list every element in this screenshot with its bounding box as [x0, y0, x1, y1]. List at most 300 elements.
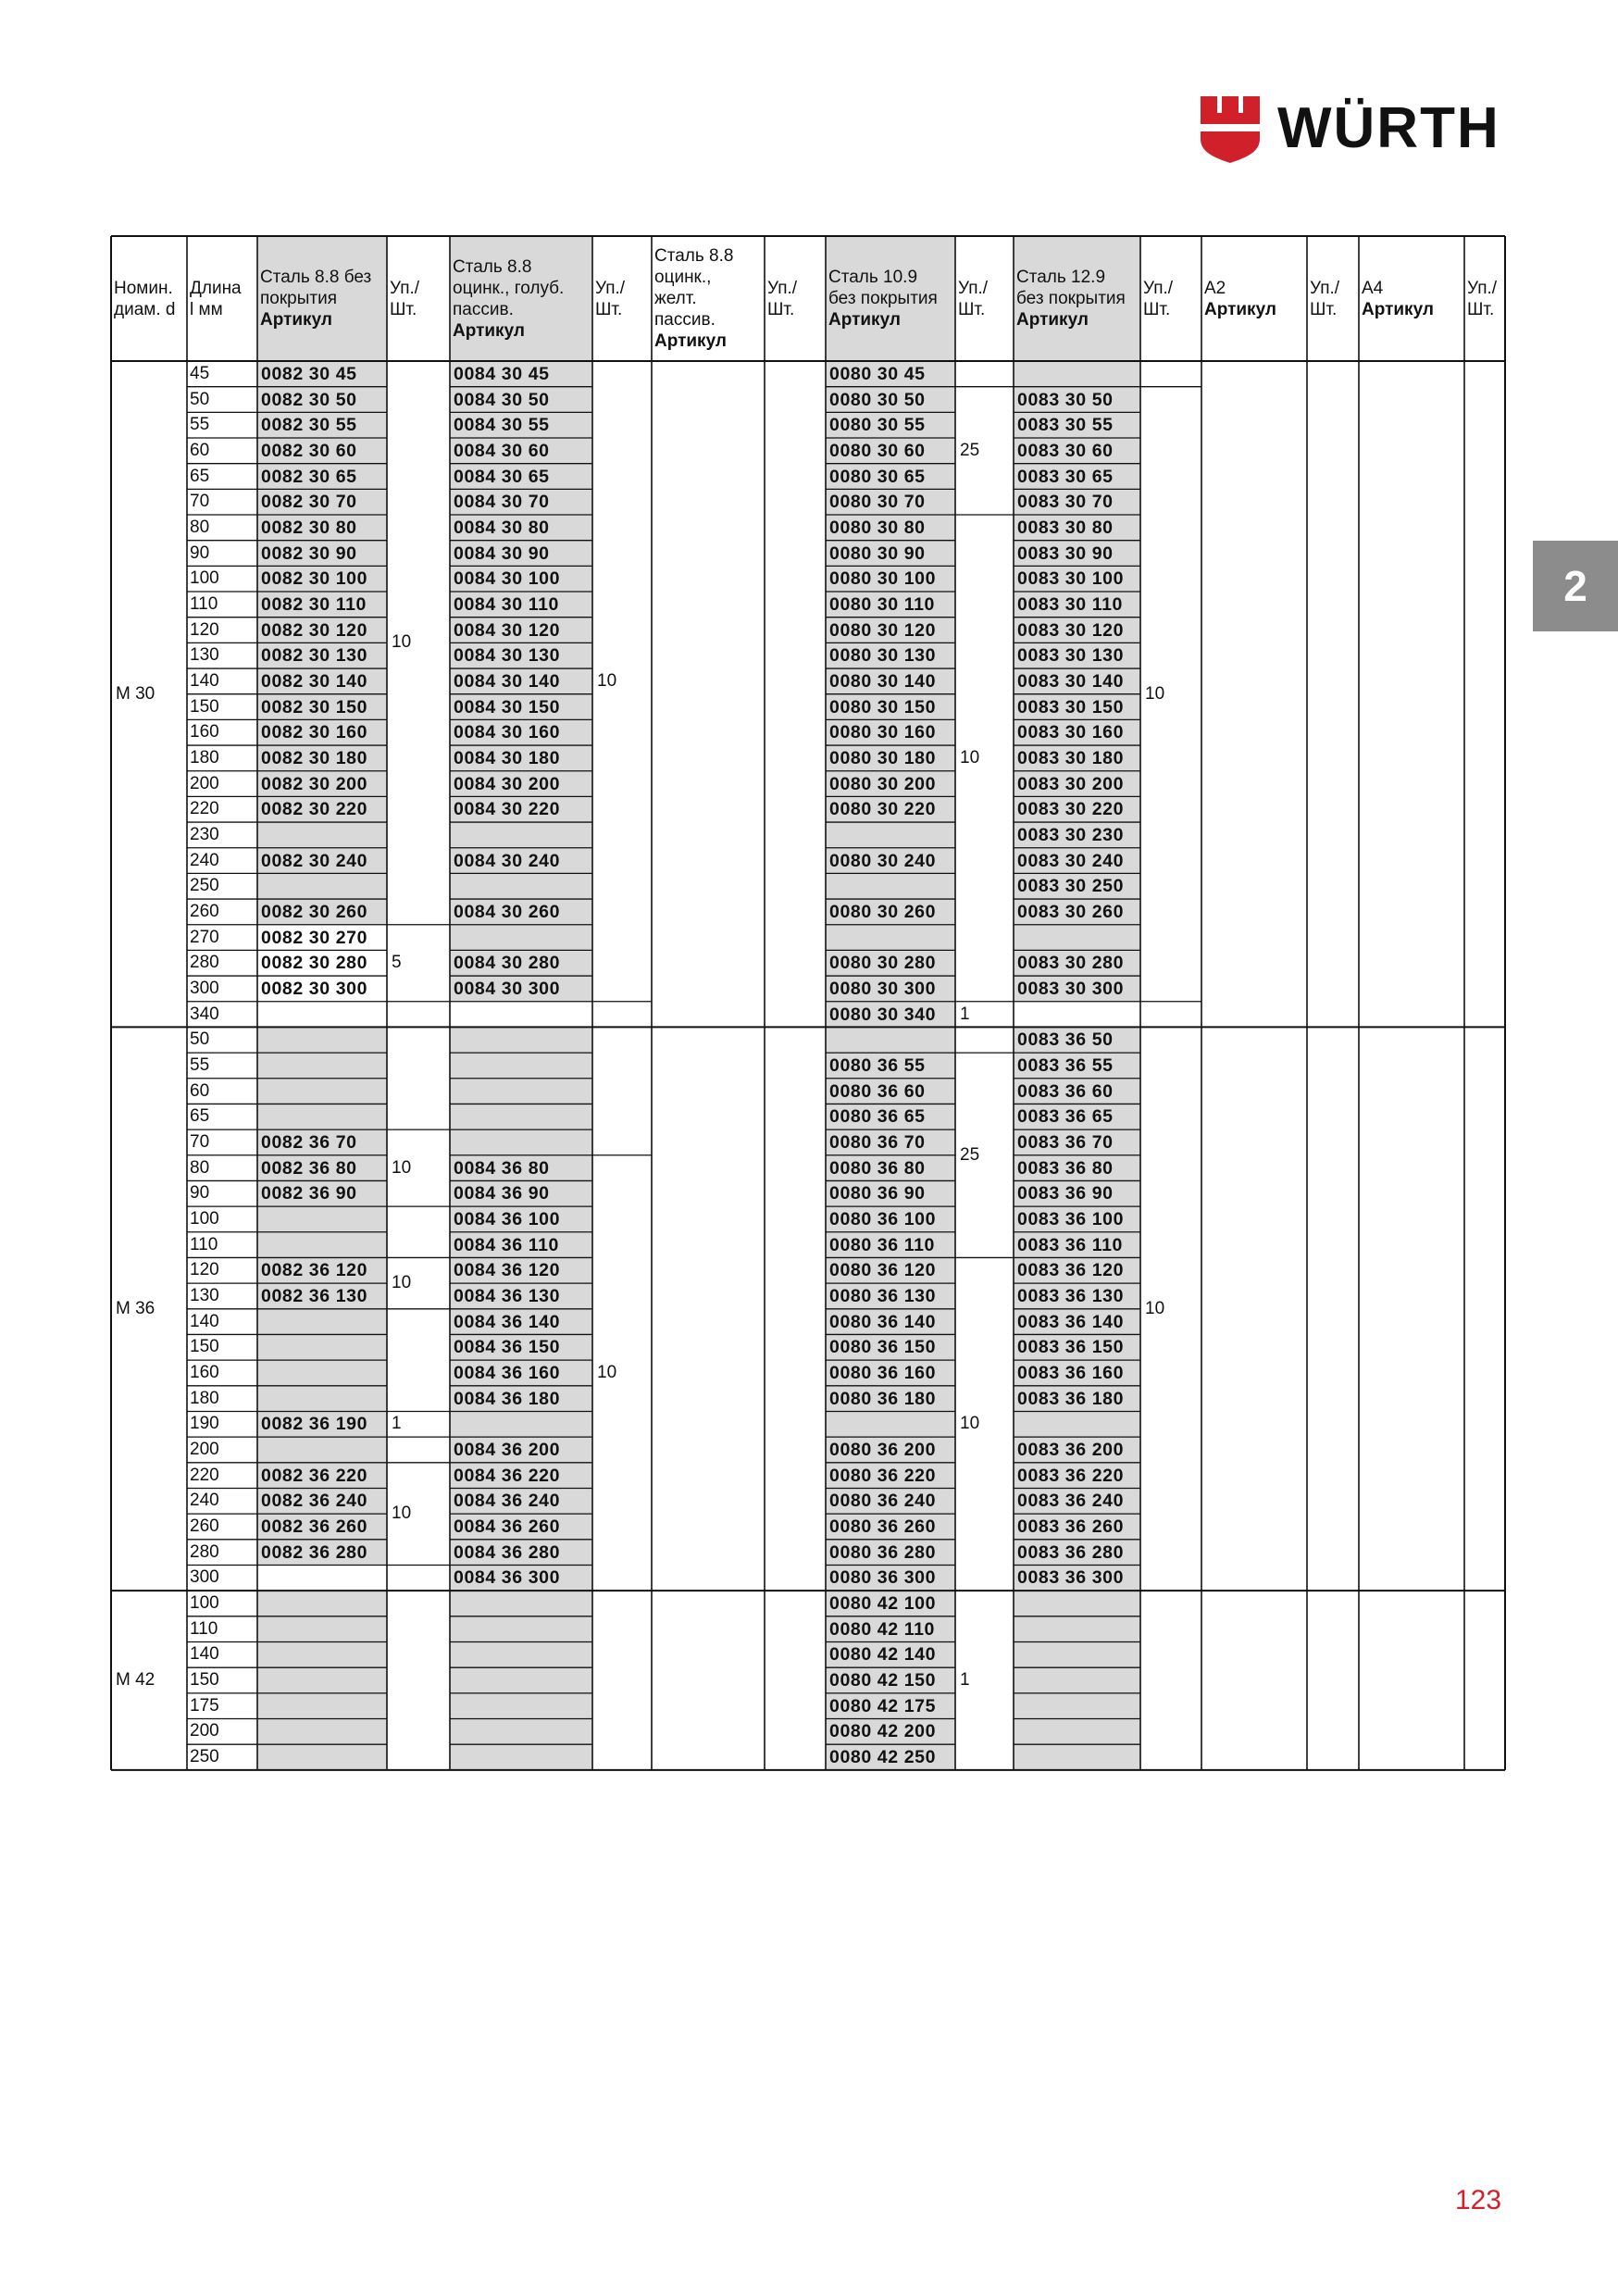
- article-number: 0083 36 70: [1017, 1131, 1114, 1153]
- article-number: 0080 36 130: [829, 1285, 937, 1306]
- pack-quantity: 1: [960, 1004, 970, 1024]
- header-pack-qty-line: Уп./: [1310, 278, 1340, 298]
- header-steel-88: [257, 267, 387, 331]
- length-value: 220: [190, 799, 219, 819]
- length-value: 340: [190, 1004, 219, 1024]
- header-pack-qty-line: Уп./: [595, 278, 626, 298]
- article-number: 0084 30 110: [454, 593, 559, 615]
- header-steel-88-yellow-zinc-line: Сталь 8.8: [654, 246, 734, 266]
- article-label: Артикул: [654, 331, 727, 351]
- article-number: 0080 30 150: [829, 696, 937, 718]
- article-number: 0084 36 110: [454, 1234, 559, 1255]
- article-number: 0080 30 110: [829, 593, 935, 615]
- length-value: 300: [190, 1567, 219, 1588]
- article-number: 0080 30 260: [829, 901, 937, 922]
- header-nominal-diameter-line: диам. d: [114, 299, 176, 319]
- article-number: 0080 30 50: [829, 389, 926, 410]
- article-number: 0080 30 130: [829, 645, 937, 667]
- length-value: 160: [190, 1362, 219, 1382]
- length-value: 90: [190, 1183, 210, 1204]
- length-value: 260: [190, 1516, 219, 1536]
- pack-quantity: 1: [392, 1414, 402, 1434]
- header-steel-109-line: Сталь 10.9: [828, 268, 918, 287]
- article-number: 0082 36 70: [261, 1131, 357, 1153]
- article-number: 0082 36 90: [261, 1183, 357, 1204]
- header-pack-qty: [765, 278, 826, 320]
- article-number: 0084 30 180: [454, 747, 561, 768]
- article-number: 0084 36 80: [454, 1157, 550, 1179]
- length-value: 100: [190, 1592, 219, 1613]
- article-number: 0080 30 120: [829, 619, 937, 641]
- article-number: 0083 30 300: [1017, 978, 1125, 999]
- article-number: 0083 30 220: [1017, 799, 1125, 820]
- article-label: Артикул: [1362, 299, 1434, 319]
- article-number: 0080 36 280: [829, 1541, 937, 1563]
- article-number: 0082 30 270: [261, 927, 368, 948]
- header-steel-88-yellow-zinc: [652, 245, 765, 352]
- length-value: 90: [190, 543, 210, 563]
- article-number: 0084 36 140: [454, 1311, 561, 1332]
- header-steel-129-line: Сталь 12.9: [1016, 268, 1106, 287]
- length-value: 120: [190, 619, 219, 640]
- length-value: 130: [190, 645, 219, 666]
- length-value: 55: [190, 1054, 210, 1075]
- article-number: 0083 30 200: [1017, 773, 1125, 794]
- article-number: 0083 36 65: [1017, 1106, 1114, 1128]
- length-value: 100: [190, 568, 219, 589]
- length-value: 80: [190, 517, 210, 537]
- article-number: 0080 36 55: [829, 1054, 926, 1076]
- pack-quantity: 10: [392, 1504, 412, 1524]
- article-number: 0080 30 240: [829, 850, 937, 871]
- length-value: 270: [190, 927, 219, 947]
- header-pack-qty-line: Шт.: [1310, 299, 1338, 319]
- header-steel-88-yellow-zinc-line: пассив.: [654, 310, 716, 330]
- article-number: 0083 36 60: [1017, 1080, 1114, 1102]
- article-number: 0083 36 280: [1017, 1541, 1125, 1563]
- article-number: 0080 36 80: [829, 1157, 926, 1179]
- article-number: 0083 36 260: [1017, 1516, 1125, 1537]
- article-number: 0080 30 340: [829, 1004, 937, 1025]
- article-number: 0080 36 160: [829, 1362, 937, 1383]
- article-number: 0080 36 150: [829, 1337, 937, 1358]
- header-nominal-diameter: [111, 278, 187, 320]
- article-number: 0080 42 250: [829, 1747, 937, 1767]
- article-number: 0080 36 300: [829, 1567, 937, 1589]
- length-value: 65: [190, 466, 210, 486]
- pack-quantity: 10: [960, 1414, 980, 1434]
- article-number: 0082 30 80: [261, 517, 357, 538]
- article-number: 0084 30 65: [454, 466, 550, 487]
- pack-quantity: 10: [960, 747, 980, 767]
- article-number: 0084 36 240: [454, 1491, 561, 1512]
- article-number: 0080 30 80: [829, 517, 926, 538]
- header-a4-line: A4: [1362, 278, 1384, 298]
- article-number: 0080 36 260: [829, 1516, 937, 1537]
- header-pack-qty-line: Шт.: [1467, 299, 1495, 319]
- article-number: 0082 30 260: [261, 901, 368, 922]
- article-number: 0083 30 50: [1017, 389, 1114, 410]
- article-number: 0083 36 150: [1017, 1337, 1125, 1358]
- article-number: 0083 36 140: [1017, 1311, 1125, 1332]
- length-value: 200: [190, 773, 219, 793]
- article-label: Артикул: [828, 310, 901, 330]
- header-length-line: l мм: [190, 299, 223, 319]
- article-number: 0080 30 280: [829, 953, 937, 974]
- header-pack-qty-line: Шт.: [595, 299, 623, 319]
- article-number: 0082 30 110: [261, 593, 367, 615]
- article-number: 0080 30 55: [829, 415, 926, 436]
- article-label: Артикул: [1016, 310, 1089, 330]
- article-number: 0084 36 300: [454, 1567, 561, 1589]
- header-pack-qty: [1140, 278, 1201, 320]
- article-number: 0080 36 70: [829, 1131, 926, 1153]
- length-value: 280: [190, 1541, 219, 1562]
- length-value: 250: [190, 1747, 219, 1766]
- article-number: 0084 30 70: [454, 492, 550, 513]
- article-number: 0084 30 140: [454, 670, 561, 692]
- article-number: 0082 30 55: [261, 415, 357, 436]
- article-number: 0084 30 150: [454, 696, 561, 718]
- header-pack-qty-line: Шт.: [767, 299, 795, 319]
- length-value: 240: [190, 850, 219, 870]
- header-steel-88-line: покрытия: [260, 289, 337, 308]
- length-value: 250: [190, 876, 219, 896]
- article-number: 0084 36 280: [454, 1541, 561, 1563]
- length-value: 80: [190, 1157, 210, 1178]
- article-number: 0083 36 90: [1017, 1183, 1114, 1204]
- article-number: 0082 36 130: [261, 1285, 368, 1306]
- article-number: 0080 30 220: [829, 799, 937, 820]
- article-number: 0083 30 150: [1017, 696, 1125, 718]
- article-number: 0080 42 200: [829, 1721, 937, 1742]
- length-value: 180: [190, 747, 219, 767]
- length-value: 110: [190, 593, 218, 614]
- pack-quantity: 1: [960, 1670, 970, 1690]
- length-value: 280: [190, 953, 219, 973]
- length-value: 110: [190, 1234, 218, 1254]
- article-number: 0080 42 175: [829, 1695, 937, 1716]
- chapter-tab: 2: [1533, 541, 1618, 631]
- article-number: 0084 30 130: [454, 645, 561, 667]
- article-number: 0084 36 130: [454, 1285, 561, 1306]
- article-number: 0080 30 140: [829, 670, 937, 692]
- article-number: 0083 36 120: [1017, 1260, 1125, 1281]
- article-number: 0082 36 120: [261, 1260, 368, 1281]
- article-number: 0080 36 100: [829, 1208, 937, 1229]
- header-pack-qty: [1307, 278, 1359, 320]
- header-nominal-diameter-line: Номин.: [114, 278, 173, 298]
- article-label: Артикул: [1204, 299, 1276, 319]
- header-steel-129: [1014, 267, 1140, 331]
- article-number: 0082 30 200: [261, 773, 368, 794]
- length-value: 50: [190, 1029, 210, 1050]
- article-number: 0084 36 260: [454, 1516, 561, 1537]
- length-value: 175: [190, 1695, 219, 1716]
- length-value: 110: [190, 1618, 218, 1639]
- article-number: 0083 36 300: [1017, 1567, 1125, 1589]
- wurth-logo-text: WÜRTH: [1277, 96, 1500, 160]
- header-steel-88-yellow-zinc-line: оцинк.,: [654, 268, 712, 287]
- article-number: 0084 36 220: [454, 1465, 561, 1486]
- article-number: 0083 36 240: [1017, 1491, 1125, 1512]
- pack-quantity: 10: [392, 1157, 412, 1178]
- nominal-diameter: M 36: [116, 1298, 156, 1318]
- article-number: 0083 30 120: [1017, 619, 1125, 641]
- article-number: 0083 30 65: [1017, 466, 1114, 487]
- length-value: 60: [190, 1080, 210, 1101]
- article-number: 0084 30 300: [454, 978, 561, 999]
- article-number: 0083 30 55: [1017, 415, 1114, 436]
- article-number: 0080 30 90: [829, 543, 926, 564]
- header-pack-qty: [955, 278, 1014, 320]
- pack-quantity: 10: [1145, 683, 1165, 704]
- header-steel-109: [826, 267, 955, 331]
- article-number: 0084 36 160: [454, 1362, 561, 1383]
- article-number: 0080 30 200: [829, 773, 937, 794]
- article-number: 0082 30 120: [261, 619, 368, 641]
- length-value: 160: [190, 722, 219, 742]
- article-number: 0082 30 300: [261, 978, 368, 999]
- article-number: 0082 30 280: [261, 953, 368, 974]
- article-number: 0083 36 80: [1017, 1157, 1114, 1179]
- article-number: 0083 36 55: [1017, 1054, 1114, 1076]
- header-pack-qty: [592, 278, 652, 320]
- article-number: 0083 30 70: [1017, 492, 1114, 513]
- pack-quantity: 25: [960, 440, 980, 460]
- article-number: 0084 30 200: [454, 773, 561, 794]
- article-number: 0083 30 240: [1017, 850, 1125, 871]
- article-number: 0080 30 160: [829, 722, 937, 743]
- article-number: 0083 30 160: [1017, 722, 1125, 743]
- page-number: 123: [1455, 2185, 1502, 2215]
- header-length: [187, 278, 257, 320]
- article-number: 0080 42 140: [829, 1644, 937, 1666]
- article-number: 0083 36 220: [1017, 1465, 1125, 1486]
- article-number: 0080 30 65: [829, 466, 926, 487]
- article-number: 0083 36 180: [1017, 1388, 1125, 1409]
- nominal-diameter: M 30: [116, 683, 156, 704]
- article-number: 0084 36 180: [454, 1388, 561, 1409]
- length-value: 55: [190, 415, 210, 435]
- article-number: 0082 30 70: [261, 492, 357, 513]
- header-pack-qty-line: Шт.: [1143, 299, 1171, 319]
- article-number: 0080 42 100: [829, 1592, 937, 1614]
- article-number: 0080 36 240: [829, 1491, 937, 1512]
- length-value: 120: [190, 1260, 219, 1280]
- length-value: 260: [190, 901, 219, 921]
- article-number: 0083 30 280: [1017, 953, 1125, 974]
- header-pack-qty-line: Уп./: [1467, 278, 1498, 298]
- article-number: 0083 30 260: [1017, 901, 1125, 922]
- article-number: 0080 36 60: [829, 1080, 926, 1102]
- article-number: 0084 30 60: [454, 440, 550, 461]
- cell-shade: [257, 1591, 387, 1770]
- pack-quantity: 25: [960, 1144, 980, 1165]
- article-number: 0082 30 90: [261, 543, 357, 564]
- article-number: 0083 30 180: [1017, 747, 1125, 768]
- article-number: 0083 30 110: [1017, 593, 1123, 615]
- header-a4: [1359, 278, 1464, 320]
- article-number: 0080 42 110: [829, 1618, 935, 1640]
- article-number: 0082 30 100: [261, 568, 368, 590]
- article-number: 0082 36 220: [261, 1465, 368, 1486]
- pack-quantity: 10: [597, 670, 617, 691]
- article-label: Артикул: [453, 320, 525, 341]
- article-number: 0080 36 220: [829, 1465, 937, 1486]
- article-number: 0084 30 120: [454, 619, 561, 641]
- article-number: 0082 30 220: [261, 799, 368, 820]
- header-steel-88-blue-zinc-line: пассив.: [453, 299, 514, 319]
- article-number: 0083 36 160: [1017, 1362, 1125, 1383]
- article-number: 0082 36 280: [261, 1541, 368, 1563]
- article-number: 0083 36 130: [1017, 1285, 1125, 1306]
- header-steel-88-blue-zinc-line: Сталь 8.8: [453, 256, 532, 277]
- article-number: 0080 30 300: [829, 978, 937, 999]
- header-steel-88-blue-zinc: [450, 256, 592, 342]
- article-number: 0083 36 100: [1017, 1208, 1125, 1229]
- length-value: 140: [190, 1644, 219, 1665]
- length-value: 240: [190, 1491, 219, 1511]
- header-length-line: Длина: [190, 278, 242, 298]
- article-number: 0084 36 100: [454, 1208, 561, 1229]
- length-value: 70: [190, 492, 210, 512]
- length-value: 300: [190, 978, 219, 998]
- article-number: 0082 30 240: [261, 850, 368, 871]
- length-value: 130: [190, 1285, 219, 1305]
- article-number: 0084 36 90: [454, 1183, 550, 1204]
- article-number: 0080 36 110: [829, 1234, 935, 1255]
- length-value: 180: [190, 1388, 219, 1408]
- article-number: 0082 30 60: [261, 440, 357, 461]
- article-number: 0083 30 140: [1017, 670, 1125, 692]
- header-steel-129-line: без покрытия: [1016, 289, 1126, 308]
- length-value: 150: [190, 1670, 219, 1690]
- article-number: 0084 30 220: [454, 799, 561, 820]
- header-steel-109-line: без покрытия: [828, 289, 938, 308]
- article-number: 0082 36 190: [261, 1414, 368, 1435]
- header-pack-qty: [1464, 278, 1505, 320]
- article-number: 0084 36 120: [454, 1260, 561, 1281]
- article-number: 0084 36 200: [454, 1439, 561, 1460]
- article-number: 0084 30 55: [454, 415, 550, 436]
- header-pack-qty-line: Шт.: [390, 299, 417, 319]
- length-value: 150: [190, 696, 219, 717]
- header-pack-qty-line: Уп./: [767, 278, 798, 298]
- article-number: 0084 30 45: [454, 363, 550, 384]
- cell-shade: [1014, 1591, 1140, 1770]
- article-number: 0083 30 90: [1017, 543, 1114, 564]
- pack-quantity: 10: [392, 632, 412, 653]
- article-number: 0083 30 130: [1017, 645, 1125, 667]
- article-number: 0082 30 150: [261, 696, 368, 718]
- pack-quantity: 10: [1145, 1298, 1165, 1318]
- header-steel-88-yellow-zinc-line: желт.: [654, 289, 697, 308]
- header-steel-88-line: Сталь 8.8 без: [260, 268, 372, 287]
- length-value: 140: [190, 1311, 219, 1331]
- length-value: 45: [190, 363, 210, 383]
- article-number: 0080 30 45: [829, 363, 926, 384]
- length-value: 65: [190, 1106, 210, 1127]
- nominal-diameter: M 42: [116, 1670, 156, 1690]
- header-pack-qty: [387, 278, 450, 320]
- article-number: 0083 36 200: [1017, 1439, 1125, 1460]
- article-number: 0082 30 45: [261, 363, 357, 384]
- length-value: 190: [190, 1414, 219, 1434]
- article-number: 0082 30 50: [261, 389, 357, 410]
- article-number: 0084 30 240: [454, 850, 561, 871]
- article-number: 0082 30 180: [261, 747, 368, 768]
- header-pack-qty-line: Шт.: [958, 299, 986, 319]
- article-number: 0084 30 50: [454, 389, 550, 410]
- article-number: 0082 36 80: [261, 1157, 357, 1179]
- cell-shade: [450, 1591, 592, 1770]
- length-value: 100: [190, 1208, 219, 1229]
- article-number: 0083 30 230: [1017, 824, 1125, 845]
- article-number: 0082 36 260: [261, 1516, 368, 1537]
- length-value: 200: [190, 1439, 219, 1459]
- article-number: 0083 36 50: [1017, 1029, 1114, 1051]
- article-number: 0082 30 140: [261, 670, 368, 692]
- article-label: Артикул: [260, 310, 332, 330]
- length-value: 70: [190, 1131, 210, 1152]
- pack-quantity: 5: [392, 953, 402, 973]
- article-number: 0080 36 90: [829, 1183, 926, 1204]
- length-value: 200: [190, 1721, 219, 1741]
- article-number: 0080 36 180: [829, 1388, 937, 1409]
- article-number: 0082 30 160: [261, 722, 368, 743]
- article-number: 0080 42 150: [829, 1670, 937, 1691]
- header-pack-qty-line: Уп./: [1143, 278, 1174, 298]
- article-number: 0084 30 160: [454, 722, 561, 743]
- header-pack-qty-line: Уп./: [390, 278, 420, 298]
- article-number: 0084 30 90: [454, 543, 550, 564]
- length-value: 60: [190, 440, 210, 460]
- article-number: 0080 36 120: [829, 1260, 937, 1281]
- length-value: 220: [190, 1465, 219, 1485]
- length-value: 50: [190, 389, 210, 409]
- header-steel-88-blue-zinc-line: оцинк., голуб.: [453, 278, 565, 298]
- article-number: 0084 30 260: [454, 901, 561, 922]
- article-number: 0080 30 70: [829, 492, 926, 513]
- length-value: 150: [190, 1337, 219, 1357]
- article-number: 0083 30 60: [1017, 440, 1114, 461]
- article-number: 0080 36 140: [829, 1311, 937, 1332]
- article-number: 0084 36 150: [454, 1337, 561, 1358]
- article-number: 0083 30 250: [1017, 876, 1125, 897]
- header-a2: [1201, 278, 1307, 320]
- article-number: 0084 30 80: [454, 517, 550, 538]
- article-number: 0080 30 180: [829, 747, 937, 768]
- article-number: 0082 30 65: [261, 466, 357, 487]
- pack-quantity: 10: [392, 1273, 412, 1293]
- article-number: 0083 36 110: [1017, 1234, 1123, 1255]
- article-number: 0083 30 100: [1017, 568, 1125, 590]
- length-value: 140: [190, 670, 219, 691]
- article-number: 0084 30 280: [454, 953, 561, 974]
- article-number: 0083 30 80: [1017, 517, 1114, 538]
- article-number: 0082 30 130: [261, 645, 368, 667]
- article-number: 0080 36 65: [829, 1106, 926, 1128]
- header-a2-line: A2: [1204, 278, 1226, 298]
- article-number: 0082 36 240: [261, 1491, 368, 1512]
- length-value: 230: [190, 824, 219, 844]
- article-number: 0084 30 100: [454, 568, 561, 590]
- article-number: 0080 30 100: [829, 568, 937, 590]
- pack-quantity: 10: [597, 1362, 617, 1382]
- article-number: 0080 30 60: [829, 440, 926, 461]
- article-number: 0080 36 200: [829, 1439, 937, 1460]
